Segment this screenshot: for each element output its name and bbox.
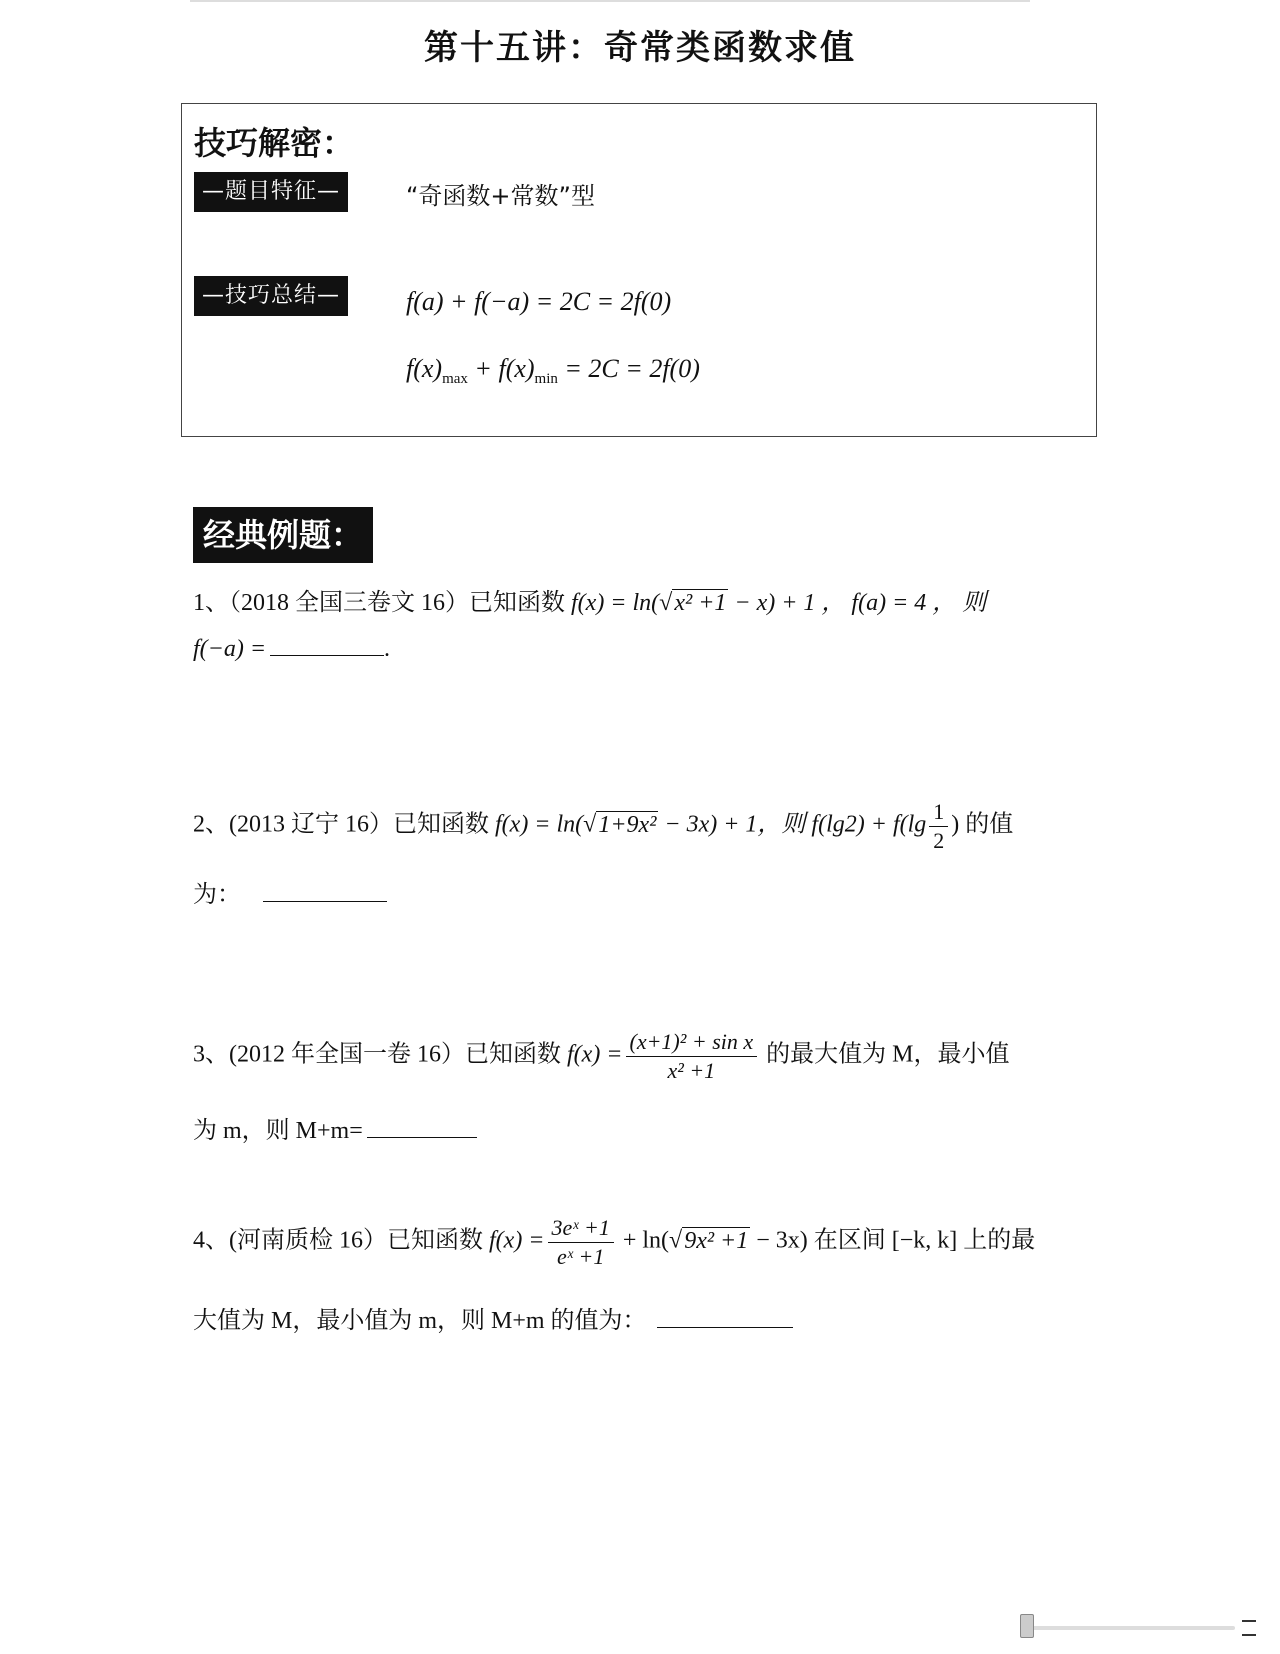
answer-blank-4[interactable] [657, 1326, 793, 1328]
fraction-half: $\frac{1}{2}$ [929, 798, 948, 854]
tips-heading: 技巧解密： [194, 124, 355, 162]
scroll-gesture-bar[interactable] [1020, 1624, 1250, 1634]
example-3-line-2: 为 m，则 M+m= [193, 1110, 1083, 1145]
example-1-line-2: f(−a) = . [193, 636, 391, 662]
page-title: 第十五讲：奇常类函数求值 [424, 28, 856, 68]
menu-lines-icon[interactable] [1242, 1620, 1256, 1636]
feature-text: “奇函数+常数”型 [406, 182, 595, 210]
tag-features: —题目特征— [194, 172, 348, 212]
examples-heading: 经典例题： [193, 507, 373, 563]
example-2-line-1: 2、(2013 辽宁 16）已知函数 f(x) = ln(√1+9x² − 3x) + 1，则 f(lg2) + f(lg $\frac{1}{2}$ ) 的值 [193, 799, 1014, 853]
example-4-line-1: 4、(河南质检 16）已知函数 f(x) = $\frac{\text{3eˣ +1}}{\text{eˣ +1}}$ + ln(√9x² +1 − 3x) 在区间 [−k, k] 上的最 [193, 1215, 1036, 1269]
formula-1: f(a) + f(−a) = 2C = 2f(0) [406, 287, 672, 316]
example-1-line-1: 1、（2018 全国三卷文 16）已知函数 f(x) = ln(√x² +1 − x) + 1 ， f(a) = 4 ， 则 [193, 590, 987, 616]
gesture-track [1020, 1626, 1235, 1630]
answer-blank-1[interactable] [270, 654, 384, 656]
tag-summary: —技巧总结— [194, 276, 348, 316]
example-3-line-1: 3、(2012 年全国一卷 16）已知函数 f(x) = $\frac{\text{(x+1)² + sin x}}{\text{x² +1}}$ 的最大值为 M，最小值 [193, 1029, 1010, 1083]
example-2-line-2: 为： [193, 874, 1083, 909]
top-divider [190, 0, 1030, 2]
tips-box [181, 103, 1097, 437]
answer-blank-3[interactable] [367, 1136, 477, 1138]
fraction-example-4: $\frac{\text{3eˣ +1}}{\text{eˣ +1}}$ [548, 1214, 614, 1270]
fraction-example-3: $\frac{\text{(x+1)² + sin x}}{\text{x² +1}}$ [626, 1028, 758, 1084]
gesture-handle[interactable] [1020, 1614, 1034, 1638]
answer-blank-2[interactable] [263, 900, 387, 902]
example-4-line-2: 大值为 M，最小值为 m，则 M+m 的值为： [193, 1300, 1083, 1335]
formula-2: $f(x)_{max} + f(x)_{min} = 2C = 2f(0)$ [406, 354, 700, 388]
